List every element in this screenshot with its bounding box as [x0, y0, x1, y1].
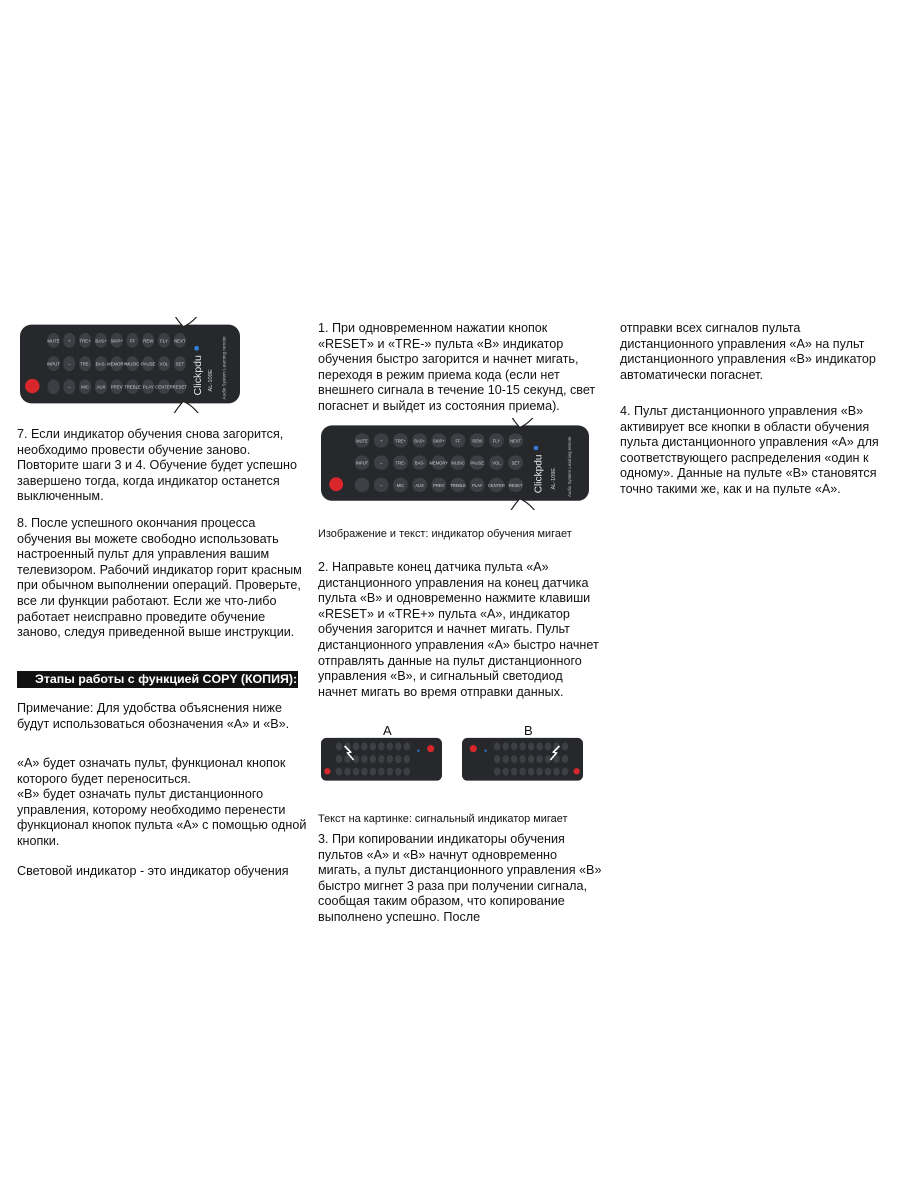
remote-button-label: PAUSE [470, 460, 485, 466]
learning-indicator-led [417, 750, 419, 752]
remote-button-label: TREBLE [449, 482, 467, 488]
remote-button-label: TRE+ [395, 438, 406, 444]
remote-button [494, 755, 500, 763]
step-4-text: 4. Пульт дистанционного управления «В» активирует все кнопки в области обучения пульта дистанционного управления «А» для соответствующего распределения «один к одному». Данные на пульте «В» становятся точно такими же, как и на пульте «А». [620, 404, 879, 496]
step-3-continuation: отправки всех сигналов пульта дистанционного управления «А» на пульт дистанционного управления «В» индикатор автоматически погаснет. [620, 321, 876, 382]
remote-button-label: MEMORY [429, 460, 449, 466]
remote-drawing [19, 317, 241, 413]
remote-button [370, 768, 376, 776]
learning-indicator-led [534, 446, 539, 451]
remote-button [536, 755, 542, 763]
remote-image-top-left [19, 317, 241, 413]
b-definition: «В» будет означать пульт дистанционного управления, которому необходимо перенести функционал кнопок пульта «А» с помощью одной кнопки. [17, 787, 307, 848]
step-2-text: 2. Направьте конец датчика пульта «А» дистанционного управления на конец датчика пульта «В» и одновременно нажмите клавиши «RESET» и «TRE+» пульта «А», индикатор обучения загорится и начнет мигать. Пульт дистанционного управления «А» быстро начнет отправлять данные на пульт дистанционного управления «В», и сигнальный светодиод начнет мигать во время отправки данных. [318, 560, 599, 699]
remote-b-image [461, 737, 584, 782]
remote-button [562, 768, 568, 776]
remote-button-label: + [379, 438, 383, 444]
remote-button-label: + [68, 338, 71, 344]
remote-button-label: PREV [433, 482, 445, 488]
label-b: B [524, 723, 533, 738]
remote-button-label: – [380, 482, 383, 488]
remote-button-label: BAS- [414, 460, 425, 466]
remote-button-label: PREV [110, 384, 123, 390]
remote-button [528, 742, 534, 750]
remote-a-image [320, 737, 443, 782]
copy-section-title: Этапы работы с функцией COPY (КОПИЯ): [17, 671, 298, 688]
remote-button-label: PLAY [142, 384, 154, 390]
power-button [324, 768, 330, 774]
remote-button-label: SKIP+ [432, 438, 445, 444]
subtitle-label: Audio System Learning remote [567, 436, 573, 498]
remote-button-label: – [380, 460, 383, 466]
remote-button [519, 742, 525, 750]
remote-button-label: PLAY [472, 482, 483, 488]
remote-button [502, 755, 508, 763]
remote-group [20, 317, 240, 413]
remote-button-label: NEXT [510, 438, 522, 444]
remote-button [387, 742, 393, 750]
remote-button [355, 478, 370, 492]
power-button [329, 477, 343, 491]
remote-button-label: TRE- [80, 361, 91, 367]
remote-button [361, 742, 367, 750]
remote-button-label: MIC [396, 482, 405, 488]
remote-button [545, 768, 551, 776]
remote-button-label: PAUSE [141, 361, 156, 367]
remote-button [361, 755, 367, 763]
a-definition: «А» будет означать пульт, функционал кнопок которого будет переноситься. [17, 756, 286, 786]
remote-button-label: VOL [159, 361, 169, 367]
remote-button [519, 755, 525, 763]
model-label: AL-109E [550, 468, 557, 490]
power-button [25, 379, 39, 393]
step-3-text: 3. При копировании индикаторы обучения пультов «А» и «В» начнут одновременно мигать, а пульт дистанционного управления «В» быстро мигнет 3 раза при получении сигнала, сообщая таким образом, что копирование выполнено успешно. После [318, 832, 602, 924]
remote-button-label: RESET [508, 482, 523, 488]
remote-button-label: MUSIC [451, 460, 465, 466]
remote-button [528, 755, 534, 763]
remote-button-label: INPUT [355, 460, 369, 466]
remote-button-label: AUX [96, 384, 106, 390]
remote-button-label: BAS+ [95, 338, 107, 344]
remote-button [395, 755, 401, 763]
brand-logo: Clickpdu [192, 355, 205, 396]
remote-button [353, 768, 359, 776]
remote-button [395, 742, 401, 750]
remote-button [370, 755, 376, 763]
remote-button-label: SET [511, 460, 520, 466]
remote-button-label: FF [455, 438, 461, 444]
remote-button-label: – [68, 361, 71, 367]
remote-button [494, 768, 500, 776]
remote-drawing [320, 737, 443, 782]
remote-button-label: SKIP+ [110, 338, 123, 344]
remote-button-label: CENTER [487, 482, 505, 488]
remote-button [378, 768, 384, 776]
remote-button-label: VOL [492, 460, 501, 466]
subtitle-label: Audio System Learning remote [221, 336, 227, 400]
remote-button-label: INPUT [47, 361, 61, 367]
remote-button [48, 379, 60, 394]
remote-button-label: TRE+ [79, 338, 91, 344]
step-8-text: 8. После успешного окончания процесса обучения вы можете свободно использовать настроенный пульт для управления вашим телевизором. Рабочий индикатор горит красным при обычном выполнении операций. Проверьте, все ли функции работают. Если же что-либо работает неисправно проведите обучение заново, следуя приведенной выше инструкции. [17, 516, 302, 640]
remote-button-label: – [68, 384, 71, 390]
remote-button [336, 768, 342, 776]
remote-image-step1 [320, 418, 590, 510]
remote-button [511, 768, 517, 776]
model-label: AL-109E [208, 369, 215, 392]
remote-button [511, 755, 517, 763]
remote-button [545, 742, 551, 750]
remote-button-label: MUTE [356, 438, 368, 444]
remote-button [519, 768, 525, 776]
remote-button [494, 742, 500, 750]
remote-button [562, 755, 568, 763]
remote-button-label: FF [129, 338, 136, 344]
indicator-text: Световой индикатор - это индикатор обучения [17, 864, 289, 878]
remote-button-label: REW [143, 338, 154, 344]
signal-indicator-led [427, 745, 434, 752]
remote-button [336, 755, 342, 763]
remote-button-label: BAS+ [414, 438, 425, 444]
remote-button [361, 768, 367, 776]
remote-button-label: TREBLE [124, 384, 141, 390]
remote-group [462, 738, 583, 781]
remote-button [378, 755, 384, 763]
label-a: A [383, 723, 392, 738]
remote-group [321, 738, 442, 781]
learning-indicator-led [194, 346, 199, 351]
remote-button [336, 742, 342, 750]
step-1-text: 1. При одновременном нажатии кнопок «RESET» и «TRE-» пульта «В» индикатор обучения быстро загорится и начнет мигать, переходя в режим приема кода (если нет внешнего сигнала в течение 10-15 секунд, свет погаснет и выйдет из состояния приема). [318, 321, 596, 413]
remote-button-label: MUTE [47, 338, 60, 344]
remote-button-label: BAS- [95, 361, 106, 367]
remote-button [404, 755, 410, 763]
remote-button-label: SET [175, 361, 185, 367]
remote-button [536, 742, 542, 750]
step-7-text: 7. Если индикатор обучения снова загорится, необходимо провести обучение заново. Повторите шаги 3 и 4. Обучение будет успешно завершено тогда, когда индикатор останется выключенным. [17, 427, 297, 504]
remote-button [387, 768, 393, 776]
remote-button-label: FLY [492, 438, 501, 444]
remote-button-label: RESET [172, 384, 188, 390]
remote-button [511, 742, 517, 750]
remote-button [404, 768, 410, 776]
remote-drawing [320, 418, 590, 510]
remote-button-label: FLY [160, 338, 168, 344]
remote-button [404, 742, 410, 750]
remote-button [353, 742, 359, 750]
remote-button-label: NEXT [174, 338, 186, 344]
remote-button-label: MUSIC [125, 361, 140, 367]
caption-learning-indicator: Изображение и текст: индикатор обучения мигает [318, 528, 572, 540]
remote-button [344, 768, 350, 776]
remote-button [553, 768, 559, 776]
brand-logo: Clickpdu [533, 454, 545, 494]
remote-drawing [461, 737, 584, 782]
remote-button [395, 768, 401, 776]
remote-button-label: MEMORY [107, 361, 127, 367]
remote-button [502, 768, 508, 776]
remote-button-label: AUX [415, 482, 424, 488]
remote-button [370, 742, 376, 750]
signal-indicator-led [470, 745, 477, 752]
learning-indicator-led [484, 750, 486, 752]
remote-button-label: REW [472, 438, 483, 444]
power-button [573, 768, 579, 774]
caption-signal-indicator: Текст на картинке: сигнальный индикатор мигает [318, 813, 568, 825]
remote-button [387, 755, 393, 763]
remote-group [321, 418, 589, 510]
remote-button [378, 742, 384, 750]
remote-button-label: CENTER [155, 384, 173, 390]
remote-button-label: MIC [81, 384, 90, 390]
remote-button [528, 768, 534, 776]
remote-button [562, 742, 568, 750]
remote-button [502, 742, 508, 750]
remote-button-label: TRE- [395, 460, 406, 466]
remote-button [536, 768, 542, 776]
note-text: Примечание: Для удобства объяснения ниже будут использоваться обозначения «А» и «В». [17, 701, 290, 731]
